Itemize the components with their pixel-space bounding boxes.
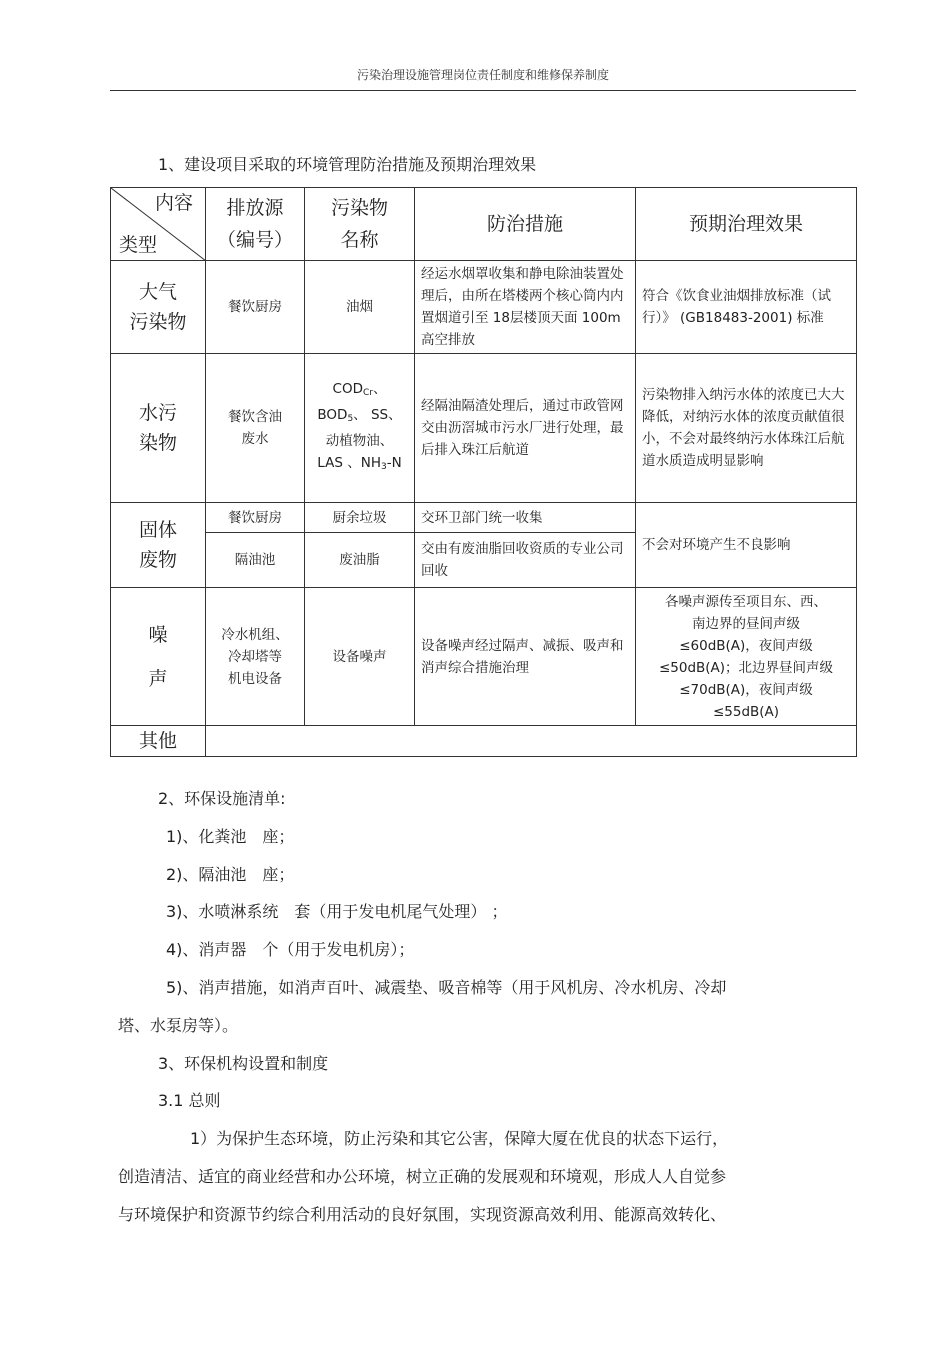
water-source: 餐饮含油 废水	[206, 354, 305, 503]
paragraph-line: 与环境保护和资源节约综合利用活动的良好氛围，实现资源高效利用、能源高效转化、	[118, 1204, 727, 1224]
noise-effect: 各噪声源传至项目东、西、 南边界的昼间声级 ≤60dB(A)，夜间声级 ≤50dB(A)；北边界昼间声级 ≤70dB(A)，夜间声级 ≤55dB(A)	[636, 588, 857, 726]
water-measure: 经隔油隔渣处理后，通过市政管网交由沥滘城市污水厂进行处理，最后排入珠江后航道	[415, 354, 636, 503]
type-air: 大气 污染物	[111, 261, 206, 354]
facility-item-continued: 塔、水泵房等）。	[118, 1015, 239, 1035]
table-row-solid-1	[111, 503, 857, 533]
type-solid: 固体 废物	[111, 503, 206, 588]
header-rule	[110, 90, 856, 91]
corner-type-label: 类型	[119, 234, 158, 256]
header-source: 排放源 （编号）	[206, 188, 305, 261]
other-content	[206, 726, 857, 757]
solid-source-2: 隔油池	[206, 533, 305, 588]
page-header: 污染治理设施管理岗位责任制度和维修保养制度	[356, 68, 609, 82]
section-2-title: 2、环保设施清单:	[158, 789, 286, 808]
table-row-noise	[111, 588, 857, 726]
air-effect: 符合《饮食业油烟排放标准（试行）》 (GB18483-2001) 标准	[636, 261, 857, 354]
water-effect: 污染物排入纳污水体的浓度已大大降低，对纳污水体的浓度贡献值很小，不会对最终纳污水体珠江后航道水质造成明显影响	[636, 354, 857, 503]
corner-content-label: 内容	[154, 192, 193, 214]
water-pollutant: $COD_{Cr}$、 $BOD_5$、 SS、 动植物油、 LAS 、$NH_3-N$	[305, 354, 415, 503]
air-pollutant: 油烟	[305, 261, 415, 354]
header-effect: 预期治理效果	[636, 188, 857, 261]
facility-item: 2)、隔油池 座；	[166, 864, 295, 884]
type-water: 水污 染物	[111, 354, 206, 503]
facility-item: 3)、水喷淋系统 套（用于发电机尾气处理） ；	[166, 902, 508, 922]
type-noise: 噪 声	[111, 588, 206, 726]
facility-item: 4)、消声器 个（用于发电机房）；	[166, 940, 415, 960]
section-1-title: 1、建设项目采取的环境管理防治措施及预期治理效果	[158, 155, 537, 174]
table-row-other	[111, 726, 857, 757]
solid-pollutant-2: 废油脂	[305, 533, 415, 588]
facility-item: 1)、化粪池 座；	[166, 826, 295, 846]
paragraph-line: 1）为保护生态环境，防止污染和其它公害，保障大厦在优良的状态下运行，	[190, 1129, 729, 1149]
section-3-1-title: 3.1 总则	[158, 1091, 221, 1111]
header-pollutant: 污染物 名称	[305, 188, 415, 261]
section-3-title: 3、环保机构设置和制度	[158, 1053, 329, 1073]
solid-source-1: 餐饮厨房	[206, 503, 305, 533]
air-source: 餐饮厨房	[206, 261, 305, 354]
paragraph-line: 创造清洁、适宜的商业经营和办公环境，树立正确的发展观和环境观，形成人人自觉参	[118, 1166, 727, 1186]
body-text	[118, 780, 818, 1234]
pollution-measures-table	[110, 187, 857, 757]
air-measure: 经运水烟罩收集和静电除油装置处理后，由所在塔楼两个核心筒内内置烟道引至 18层楼顶天面 100m 高空排放	[415, 261, 636, 354]
type-other: 其他	[111, 726, 206, 757]
noise-source: 冷水机组、 冷却塔等 机电设备	[206, 588, 305, 726]
noise-pollutant: 设备噪声	[305, 588, 415, 726]
solid-pollutant-1: 厨余垃圾	[305, 503, 415, 533]
solid-measure-1: 交环卫部门统一收集	[415, 503, 636, 533]
solid-effect: 不会对环境产生不良影响	[636, 503, 857, 588]
table-row-air	[111, 261, 857, 354]
solid-measure-2: 交由有废油脂回收资质的专业公司回收	[415, 533, 636, 588]
header-measures: 防治措施	[415, 188, 636, 261]
table-row-water	[111, 354, 857, 503]
table-header-row	[111, 188, 857, 261]
facility-item: 5)、消声措施，如消声百叶、减震垫、吸音棉等（用于风机房、冷水机房、冷却	[166, 977, 727, 997]
table-corner-cell	[111, 188, 206, 261]
noise-measure: 设备噪声经过隔声、减振、吸声和消声综合措施治理	[415, 588, 636, 726]
